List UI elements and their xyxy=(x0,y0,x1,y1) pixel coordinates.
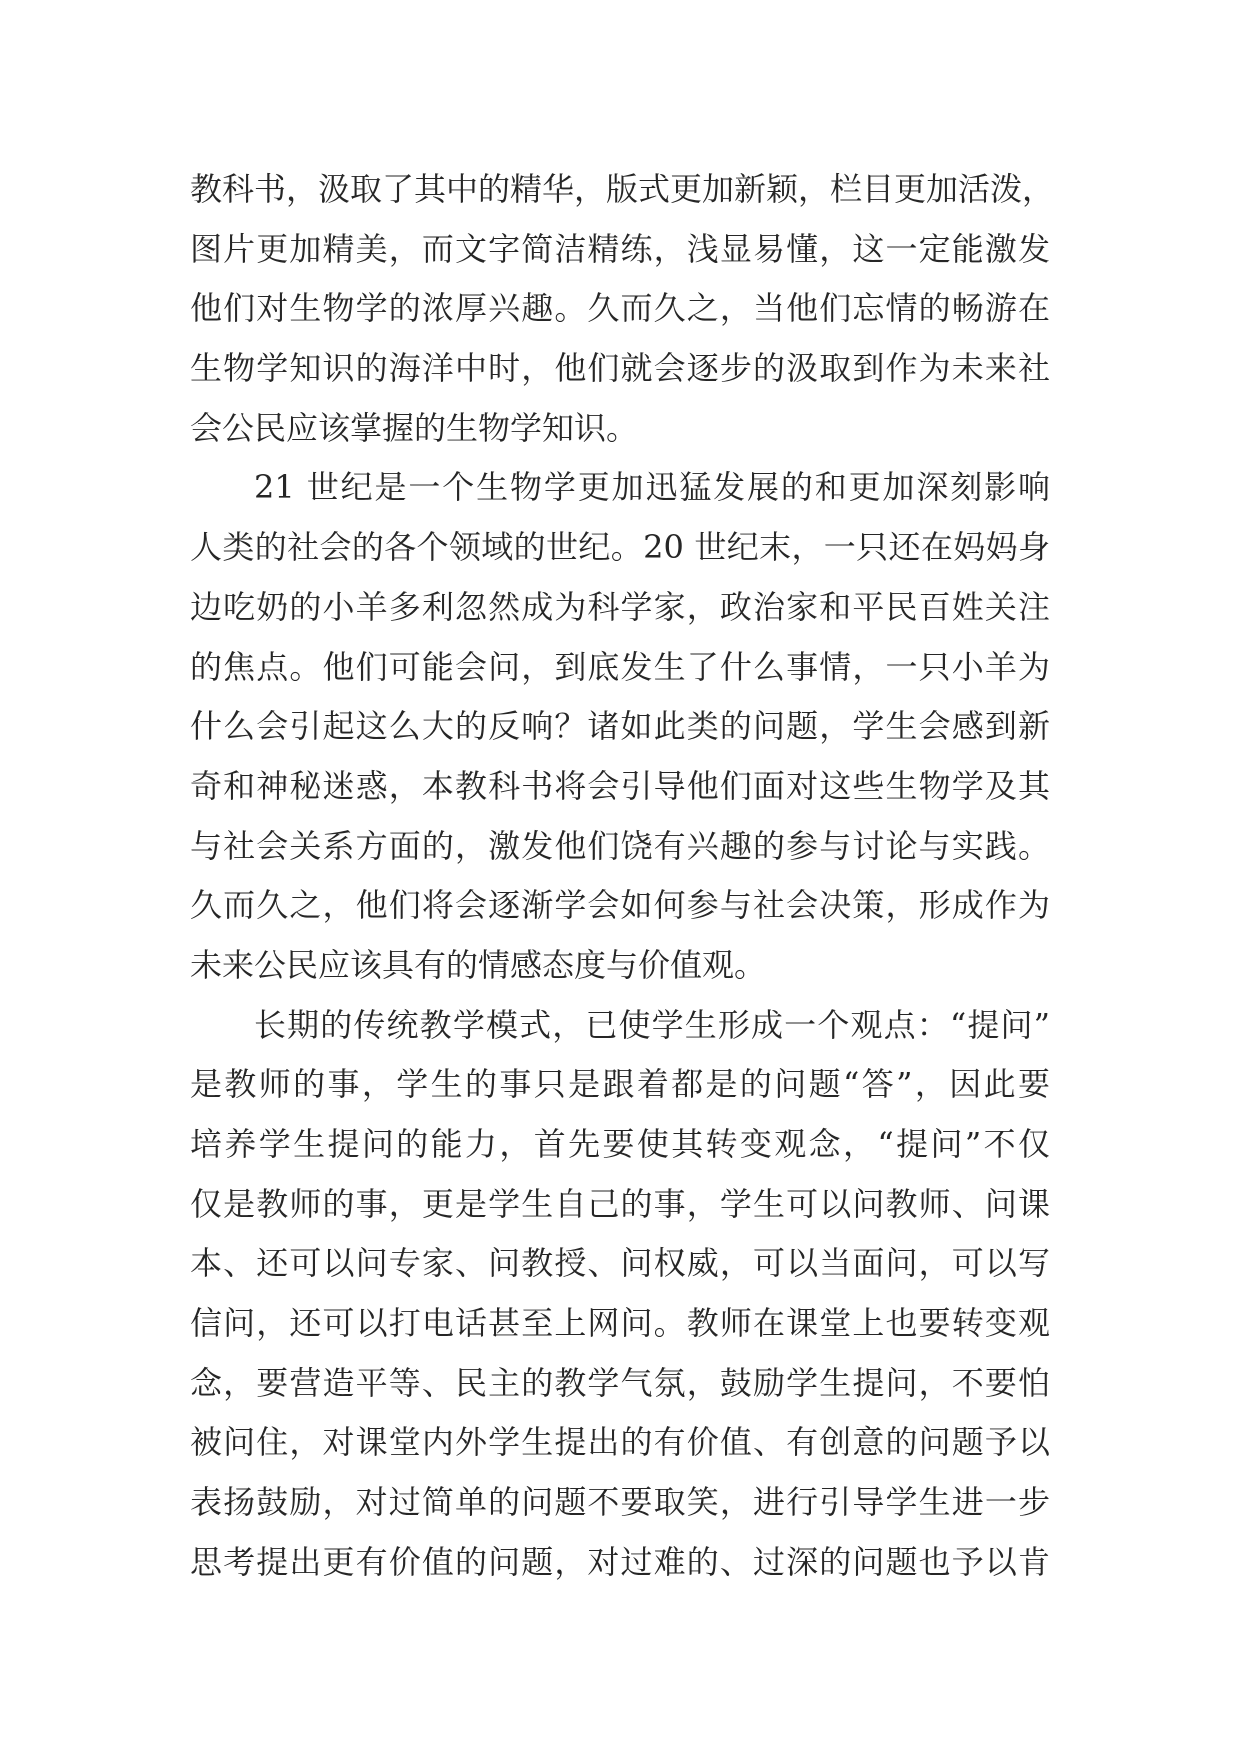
text-line: 人类的社会的各个领域的世纪。20 世纪末，一只还在妈妈身 xyxy=(190,528,1050,567)
paragraph xyxy=(190,996,1050,1593)
text-line: 表扬鼓励，对过简单的问题不要取笑，进行引导学生进一步 xyxy=(190,1483,1050,1522)
text-line: 与社会关系方面的，激发他们饶有兴趣的参与讨论与实践。 xyxy=(190,826,1050,865)
text-line: 思考提出更有价值的问题，对过难的、过深的问题也予以肯 xyxy=(190,1542,1050,1581)
text-line: 培养学生提问的能力，首先要使其转变观念，“提问”不仅 xyxy=(190,1125,1050,1163)
text-line: 会公民应该掌握的生物学知识。 xyxy=(190,408,639,447)
text-line: 长期的传统教学模式，已使学生形成一个观点：“提问” xyxy=(254,1005,1050,1044)
text-line: 未来公民应该具有的情感态度与价值观。 xyxy=(190,945,767,984)
text-line: 他们对生物学的浓厚兴趣。久而久之，当他们忘情的畅游在 xyxy=(190,289,1050,328)
text-line: 什么会引起这么大的反响？诸如此类的问题，学生会感到新 xyxy=(190,707,1050,746)
text-line: 边吃奶的小羊多利忽然成为科学家，政治家和平民百姓关注 xyxy=(190,587,1050,626)
text-line: 图片更加精美，而文字简洁精练，浅显易懂，这一定能激发 xyxy=(190,229,1050,268)
text-line: 教科书，汲取了其中的精华，版式更加新颖，栏目更加活泼， xyxy=(190,170,1055,208)
text-line: 仅是教师的事，更是学生自己的事，学生可以问教师、问课 xyxy=(190,1184,1050,1223)
document-body xyxy=(190,160,1055,1593)
text-line: 被问住，对课堂内外学生提出的有价值、有创意的问题予以 xyxy=(190,1423,1050,1462)
paragraph xyxy=(190,160,1055,458)
text-line: 生物学知识的海洋中时，他们就会逐步的汲取到作为未来社 xyxy=(190,349,1050,388)
paragraph xyxy=(190,458,1050,995)
text-line: 是教师的事，学生的事只是跟着都是的问题“答”，因此要 xyxy=(190,1065,1050,1104)
text-line: 21 世纪是一个生物学更加迅猛发展的和更加深刻影响 xyxy=(254,468,1050,507)
text-line: 久而久之，他们将会逐渐学会如何参与社会决策，形成作为 xyxy=(190,886,1050,925)
text-line: 信问，还可以打电话甚至上网问。教师在课堂上也要转变观 xyxy=(190,1304,1050,1343)
text-line: 念，要营造平等、民主的教学气氛，鼓励学生提问，不要怕 xyxy=(190,1363,1050,1402)
text-line: 奇和神秘迷惑，本教科书将会引导他们面对这些生物学及其 xyxy=(190,766,1050,805)
text-line: 的焦点。他们可能会问，到底发生了什么事情，一只小羊为 xyxy=(190,647,1050,686)
text-line: 本、还可以问专家、问教授、问权威，可以当面问，可以写 xyxy=(190,1244,1050,1283)
